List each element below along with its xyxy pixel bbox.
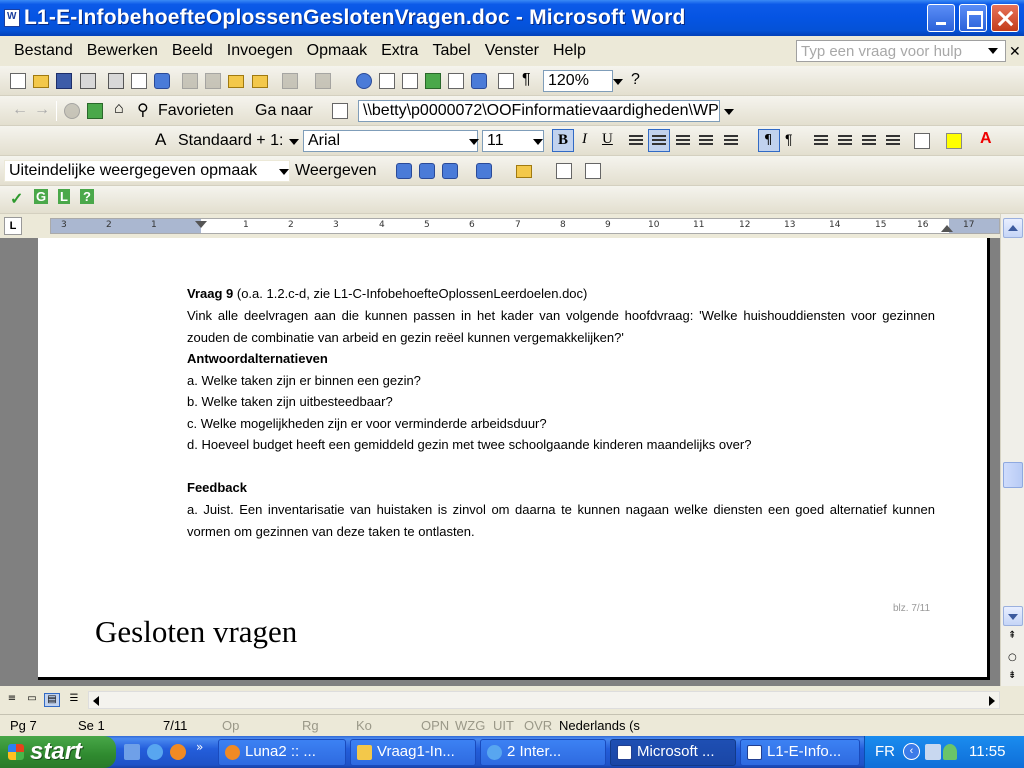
firefox-icon[interactable] <box>170 744 186 760</box>
ltr-paragraph-icon: ¶ <box>764 133 773 148</box>
menu-venster[interactable]: Venster <box>484 42 539 59</box>
scroll-thumb[interactable] <box>1003 462 1023 488</box>
internet-explorer-icon <box>487 745 502 760</box>
check-icon[interactable]: ✓ <box>10 191 24 208</box>
show-menu[interactable]: Weergeven <box>295 162 377 179</box>
previous-page-icon[interactable]: ⇞ <box>1008 630 1017 641</box>
horizontal-ruler[interactable] <box>50 218 1000 234</box>
font-select[interactable]: Arial <box>303 130 478 152</box>
status-column: Ko <box>356 718 372 733</box>
zoom-dropdown-arrow[interactable] <box>613 79 623 85</box>
taskbar-item-label: Luna2 :: ... <box>245 743 316 760</box>
ruler-number: 1 <box>151 220 157 230</box>
tables-borders-icon[interactable] <box>379 73 395 89</box>
folder-icon <box>357 745 372 760</box>
outline-view-icon[interactable]: ☰ <box>69 693 79 704</box>
quick-launch-more-icon[interactable]: » <box>196 740 204 754</box>
close-button[interactable] <box>991 4 1019 32</box>
answer-item[interactable]: a. Welke taken zijn er binnen een gezin? <box>187 373 421 388</box>
first-line-indent-marker[interactable] <box>195 221 207 228</box>
document-page[interactable] <box>38 238 990 680</box>
show-only-web-toolbar-icon[interactable] <box>332 103 348 119</box>
menu-bewerken[interactable]: Bewerken <box>86 42 158 59</box>
bullets-icon[interactable] <box>838 135 852 147</box>
menu-invoegen[interactable]: Invoegen <box>226 42 293 59</box>
question-icon[interactable]: ? <box>80 189 94 204</box>
formatting-toolbar <box>0 126 1024 156</box>
numbering-icon[interactable] <box>814 135 828 147</box>
show-hide-formatting-icon[interactable]: ¶ <box>522 71 531 88</box>
style-dropdown-arrow[interactable] <box>289 139 299 145</box>
l-icon[interactable]: L <box>60 189 68 204</box>
align-left-icon[interactable] <box>629 135 643 147</box>
previous-change-icon[interactable] <box>396 163 412 179</box>
search-web-icon[interactable]: ⚲ <box>137 102 149 119</box>
next-change-icon[interactable] <box>419 163 435 179</box>
ruler-number: 2 <box>288 220 294 230</box>
horizontal-scroll-row <box>0 686 1024 714</box>
goto-menu[interactable]: Ga naar <box>255 102 313 119</box>
columns-icon[interactable] <box>448 73 464 89</box>
cut-icon[interactable] <box>182 73 198 89</box>
scroll-down-button[interactable] <box>1003 606 1023 626</box>
status-section: Se 1 <box>78 718 105 733</box>
ruler-number: 13 <box>784 220 796 230</box>
hyperlink-icon[interactable] <box>356 73 372 89</box>
messenger-icon[interactable] <box>943 744 957 760</box>
ruler-number: 14 <box>829 220 841 230</box>
network-icon[interactable] <box>925 744 941 760</box>
taskbar-item-label: L1-E-Info... <box>767 743 842 760</box>
browse-object-icon[interactable]: ○ <box>1008 652 1017 663</box>
document-area <box>0 238 1000 686</box>
display-for-review-select[interactable]: Uiteindelijke weergegeven opmaak <box>4 160 290 182</box>
insert-table-icon[interactable] <box>402 73 418 89</box>
page-footer-number: blz. 7/11 <box>893 603 931 614</box>
forward-arrow-icon[interactable]: → <box>34 101 50 118</box>
ruler-area <box>0 214 1024 238</box>
next-page-icon[interactable]: ⇟ <box>1008 670 1017 681</box>
help-icon[interactable]: ? <box>631 71 640 88</box>
show-hidden-icons-icon[interactable]: ‹ <box>903 743 920 760</box>
taskbar-item-active[interactable] <box>610 739 736 766</box>
ltr-button[interactable] <box>758 129 780 152</box>
stop-icon[interactable] <box>64 103 80 119</box>
bold-button[interactable]: B <box>552 129 574 152</box>
border-icon[interactable] <box>914 133 930 149</box>
answer-item[interactable]: b. Welke taken zijn uitbesteedbaar? <box>187 394 393 409</box>
menu-extra[interactable]: Extra <box>381 42 419 59</box>
down-arrow-icon <box>1008 614 1018 620</box>
status-line: Rg <box>302 718 319 733</box>
styles-icon[interactable]: A <box>155 130 167 149</box>
track-changes-icon[interactable] <box>556 163 572 179</box>
redo-icon[interactable] <box>315 73 331 89</box>
document-map-icon[interactable] <box>498 73 514 89</box>
status-bar <box>0 714 1024 736</box>
status-record-macro[interactable]: OPN <box>421 718 450 733</box>
taskbar-item-label: Vraag1-In... <box>377 743 455 760</box>
menu-help[interactable]: Help <box>552 42 586 59</box>
rtl-paragraph-icon[interactable]: ¶ <box>785 131 793 147</box>
taskbar-item[interactable] <box>480 739 606 766</box>
spelling-icon[interactable] <box>154 73 170 89</box>
italic-button[interactable]: I <box>582 131 587 147</box>
ruler-number: 3 <box>333 220 339 230</box>
align-center-icon <box>652 135 666 147</box>
format-painter-icon[interactable] <box>252 75 268 88</box>
ruler-left-margin <box>51 219 201 233</box>
window-title: L1-E-InfobehoefteOplossenGeslotenVragen.doc - Microsoft Word <box>24 6 686 29</box>
permission-icon[interactable] <box>80 73 96 89</box>
ruler-number: 16 <box>917 220 929 230</box>
justify-icon[interactable] <box>699 135 713 147</box>
maximize-button[interactable] <box>959 4 987 32</box>
word-app-icon[interactable] <box>4 9 20 27</box>
address-dropdown-arrow[interactable] <box>724 109 734 115</box>
answers-heading[interactable]: Antwoordalternatieven <box>187 351 328 366</box>
print-icon[interactable] <box>108 73 124 89</box>
new-comment-icon[interactable] <box>516 165 532 178</box>
status-overtype[interactable]: OVR <box>524 718 553 733</box>
back-arrow-icon[interactable]: ← <box>12 101 28 118</box>
ruler-number: 12 <box>739 220 751 230</box>
new-document-icon[interactable] <box>10 73 26 89</box>
ruler-number: 15 <box>875 220 887 230</box>
favorites-menu[interactable]: Favorieten <box>158 102 234 119</box>
font-color-icon[interactable]: A <box>980 130 992 147</box>
status-extend[interactable]: UIT <box>493 718 514 733</box>
up-arrow-icon <box>1008 225 1018 231</box>
font-size-select[interactable]: 11 <box>482 130 544 152</box>
status-page-count: 7/11 <box>163 718 188 733</box>
print-layout-icon[interactable]: ▤ <box>44 693 60 707</box>
question-reference: (o.a. 1.2.c-d, zie L1-C-InfobehoefteOplossenLeerdoelen.doc) <box>233 286 588 301</box>
ruler-number: 10 <box>648 220 660 230</box>
question-label: Vraag 9 <box>187 286 234 301</box>
taskbar-item-label: Microsoft ... <box>637 743 715 760</box>
underline-button[interactable]: U <box>602 131 613 147</box>
taskbar-item-label: 2 Inter... <box>507 743 562 760</box>
status-position: Op <box>222 718 240 733</box>
refresh-icon[interactable] <box>87 103 103 119</box>
start-label: start <box>30 738 83 765</box>
scroll-left-icon[interactable] <box>93 696 99 706</box>
ruler-number: 2 <box>106 220 112 230</box>
print-preview-icon[interactable] <box>131 73 147 89</box>
home-icon[interactable]: ⌂ <box>114 100 124 117</box>
right-indent-marker[interactable] <box>941 225 953 232</box>
status-track-changes[interactable]: WZG <box>455 718 486 733</box>
clock[interactable]: 11:55 <box>969 743 1006 760</box>
scroll-up-button[interactable] <box>1003 218 1023 238</box>
taskbar-item[interactable] <box>350 739 476 766</box>
style-select[interactable]: Standaard + 1: <box>178 132 284 149</box>
open-folder-icon[interactable] <box>33 75 49 88</box>
question-text[interactable]: Vink alle deelvragen aan die kunnen passen in het kader van volgende hoofdvraag: 'Welke huishouddiensten voor gezinnen zouden de combinatie van arbeid en gezin reëel kunnen vergemakkelijken?' <box>187 308 935 345</box>
internet-explorer-icon[interactable] <box>147 744 163 760</box>
drawing-icon[interactable] <box>471 73 487 89</box>
menu-opmaak[interactable]: Opmaak <box>306 42 368 59</box>
tab-selector[interactable]: L <box>4 217 22 235</box>
web-toolbar <box>0 96 1024 126</box>
address-field[interactable]: \\betty\p0000072\OOFinformatievaardigheden\WP <box>358 100 720 122</box>
scroll-right-icon[interactable] <box>989 696 995 706</box>
menu-bestand[interactable]: Bestand <box>14 42 73 59</box>
display-review-dropdown-arrow[interactable] <box>279 169 289 175</box>
taskbar <box>0 736 1024 768</box>
ruler-number: 9 <box>605 220 611 230</box>
help-search-input[interactable]: Typ een vraag voor hulp <box>796 40 1006 62</box>
web-view-icon[interactable]: ▭ <box>27 693 37 704</box>
reviewing-pane-icon[interactable] <box>585 163 601 179</box>
align-right-icon[interactable] <box>676 135 690 147</box>
ruler-number: 4 <box>379 220 385 230</box>
feedback-text[interactable]: a. Juist. Een inventarisatie van huistaken is zinvol om daarna te kunnen nagaan welke diensten een goed alternatief kunnen vormen om gezinnen van deze taken te ontlasten. <box>187 502 935 539</box>
status-page: Pg 7 <box>10 718 37 733</box>
font-dropdown-arrow[interactable] <box>469 139 479 145</box>
ruler-number: 11 <box>693 220 705 230</box>
section-heading[interactable]: Gesloten vragen <box>95 614 298 649</box>
zoom-select[interactable]: 120% <box>543 70 613 92</box>
minimize-button[interactable] <box>927 4 955 32</box>
vertical-scrollbar[interactable] <box>1000 214 1024 686</box>
taskbar-item[interactable] <box>218 739 346 766</box>
system-tray <box>864 736 1024 768</box>
status-language[interactable]: Nederlands (s <box>559 718 640 733</box>
windows-logo-icon <box>8 744 24 760</box>
word-icon <box>747 745 762 760</box>
paste-icon[interactable] <box>228 75 244 88</box>
ruler-number: 8 <box>560 220 566 230</box>
ruler-number: 6 <box>469 220 475 230</box>
close-document-icon[interactable]: ✕ <box>1009 43 1021 59</box>
highlight-icon[interactable] <box>946 133 962 149</box>
menu-beeld[interactable]: Beeld <box>171 42 213 59</box>
align-center-button[interactable] <box>648 129 670 152</box>
help-dropdown-arrow[interactable] <box>988 48 998 54</box>
increase-indent-icon[interactable] <box>886 135 900 147</box>
ruler-number: 3 <box>61 220 67 230</box>
g-icon[interactable]: G <box>36 189 47 204</box>
accept-change-icon[interactable] <box>442 163 458 179</box>
language-indicator[interactable]: FR <box>875 743 895 760</box>
ruler-number: 17 <box>963 220 975 230</box>
custom-toolbar <box>0 186 1024 214</box>
firefox-icon <box>225 745 240 760</box>
insert-excel-icon[interactable] <box>425 73 441 89</box>
undo-icon[interactable] <box>282 73 298 89</box>
save-icon[interactable] <box>56 73 72 89</box>
line-spacing-icon[interactable] <box>724 135 738 147</box>
horizontal-scrollbar[interactable] <box>88 691 1000 709</box>
standard-toolbar <box>0 66 1024 96</box>
title-bar[interactable] <box>0 0 1024 36</box>
ruler-number: 7 <box>515 220 521 230</box>
feedback-heading[interactable]: Feedback <box>187 480 247 495</box>
answer-item[interactable]: c. Welke mogelijkheden zijn er voor verminderde arbeidsduur? <box>187 416 547 431</box>
answer-item[interactable]: d. Hoeveel budget heeft een gemiddeld gezin met twee schoolgaande kinderen maandelijks over? <box>187 437 752 452</box>
reject-change-icon[interactable] <box>476 163 492 179</box>
taskbar-item[interactable] <box>740 739 860 766</box>
normal-view-icon[interactable]: ≡ <box>7 693 17 704</box>
decrease-indent-icon[interactable] <box>862 135 876 147</box>
menu-tabel[interactable]: Tabel <box>432 42 471 59</box>
show-desktop-icon[interactable] <box>124 744 140 760</box>
start-button[interactable] <box>0 736 116 768</box>
copy-icon[interactable] <box>205 73 221 89</box>
ruler-number: 5 <box>424 220 430 230</box>
question-heading[interactable] <box>187 283 935 305</box>
reviewing-toolbar <box>0 156 1024 186</box>
font-size-dropdown-arrow[interactable] <box>533 139 543 145</box>
word-icon <box>617 745 632 760</box>
ruler-number: 1 <box>243 220 249 230</box>
